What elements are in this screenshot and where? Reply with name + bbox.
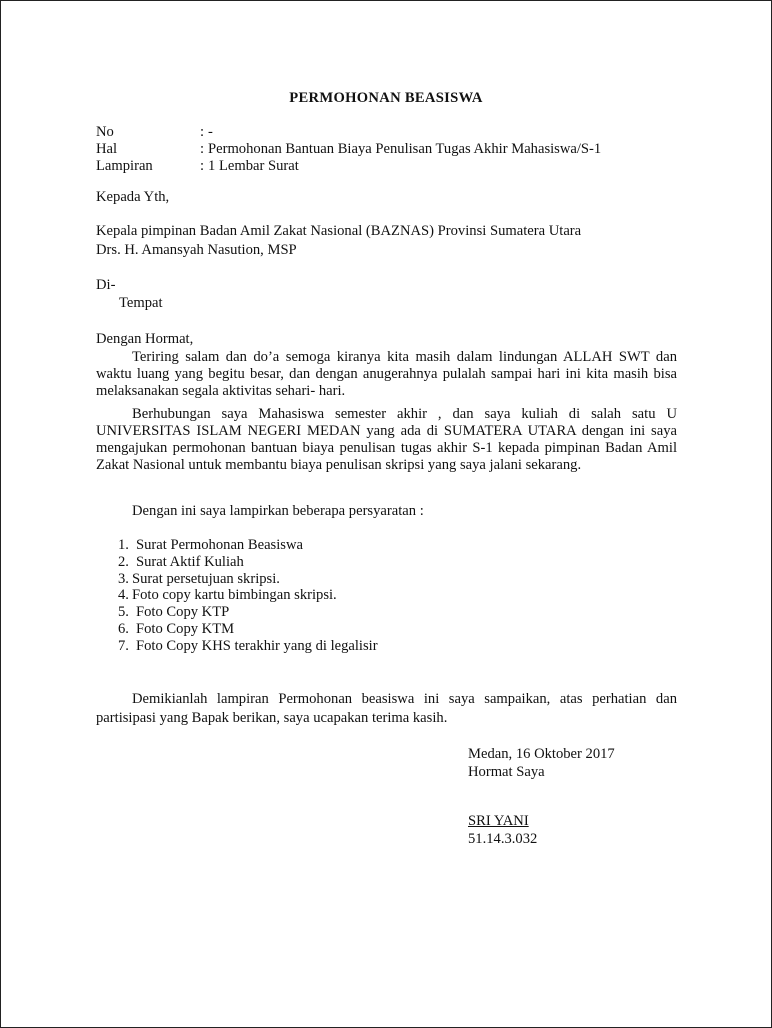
meta-colon: : — [200, 158, 205, 174]
regards: Hormat Saya — [468, 764, 545, 780]
place-date: Medan, 16 Oktober 2017 — [468, 746, 615, 762]
paragraph-2-text: Berhubungan saya Mahasiswa semester akhir , dan saya kuliah di salah satu U UNIVERSITAS ISLAM NEGERI MEDAN yang ada di SUMATERA UTARA dengan ini saya mengajukan permohonan bantuan biaya penulisan tugas akhir S-1 kepada pimpinan Badan Amil Zakat Nasional untuk membantu biaya penulisan skripsi yang saya jalani sekarang. — [96, 406, 677, 473]
signer-name: SRI YANI — [468, 813, 529, 829]
list-item — [118, 621, 378, 638]
letter-title: PERMOHONAN BEASISWA — [289, 90, 483, 106]
list-item-text: Foto Copy KTM — [136, 620, 235, 637]
meta-key: Hal — [96, 141, 118, 157]
list-item — [118, 571, 378, 588]
list-item — [118, 604, 378, 621]
meta-value: - — [208, 124, 213, 140]
recipient-line-2: Drs. H. Amansyah Nasution, MSP — [96, 242, 297, 258]
list-item-text: Foto Copy KTP — [136, 604, 230, 621]
meta-colon: : — [200, 124, 205, 140]
list-item-number: 1. — [118, 537, 129, 553]
meta-value: 1 Lembar Surat — [208, 158, 299, 174]
di-label: Di- — [96, 277, 116, 293]
list-item-number: 5. — [118, 604, 129, 621]
list-item-text: Surat Permohonan Beasiswa — [136, 537, 303, 553]
list-item — [118, 638, 378, 655]
list-item-number: 4. — [118, 587, 129, 604]
tempat-label: Tempat — [119, 295, 163, 311]
list-item-number: 3. — [118, 570, 129, 587]
meta-key: Lampiran — [96, 158, 153, 174]
meta-key: No — [96, 124, 114, 140]
paragraph-1-text: Teriring salam dan do’a semoga kiranya kita masih dalam lindungan ALLAH SWT dan waktu luang yang begitu besar, dan dengan anugerahnya pulalah sampai hari ini kita masih bisa melaksanakan segala aktivitas sehari- hari. — [96, 349, 677, 399]
paragraph-1 — [96, 349, 677, 400]
list-item-text: Foto copy kartu bimbingan skripsi. — [132, 587, 337, 604]
list-item — [118, 587, 378, 604]
meta-colon: : — [200, 141, 205, 157]
closing-paragraph — [96, 690, 677, 728]
to-label: Kepada Yth, — [96, 189, 170, 205]
list-item-text: Surat Aktif Kuliah — [136, 553, 244, 570]
list-item-number: 7. — [118, 637, 129, 654]
paragraph-2 — [96, 406, 677, 474]
paragraph-3: Dengan ini saya lampirkan beberapa persyaratan : — [132, 503, 424, 519]
greeting: Dengan Hormat, — [96, 331, 194, 347]
list-item-text: Foto Copy KHS terakhir yang di legalisir — [136, 637, 378, 654]
recipient-line-1: Kepala pimpinan Badan Amil Zakat Nasional (BAZNAS) Provinsi Sumatera Utara — [96, 223, 582, 239]
list-item-number: 2. — [118, 553, 129, 570]
list-item — [118, 554, 378, 571]
list-item-text: Surat persetujuan skripsi. — [132, 570, 280, 587]
requirements-list — [118, 537, 378, 655]
closing-text: Demikianlah lampiran Permohonan beasiswa ini saya sampaikan, atas perhatian dan partisipasi yang Bapak berikan, saya ucapakan terima kasih. — [96, 691, 677, 726]
list-item — [118, 537, 378, 554]
signer-id: 51.14.3.032 — [468, 831, 538, 847]
meta-value: Permohonan Bantuan Biaya Penulisan Tugas Akhir Mahasiswa/S-1 — [208, 141, 602, 157]
list-item-number: 6. — [118, 620, 129, 637]
